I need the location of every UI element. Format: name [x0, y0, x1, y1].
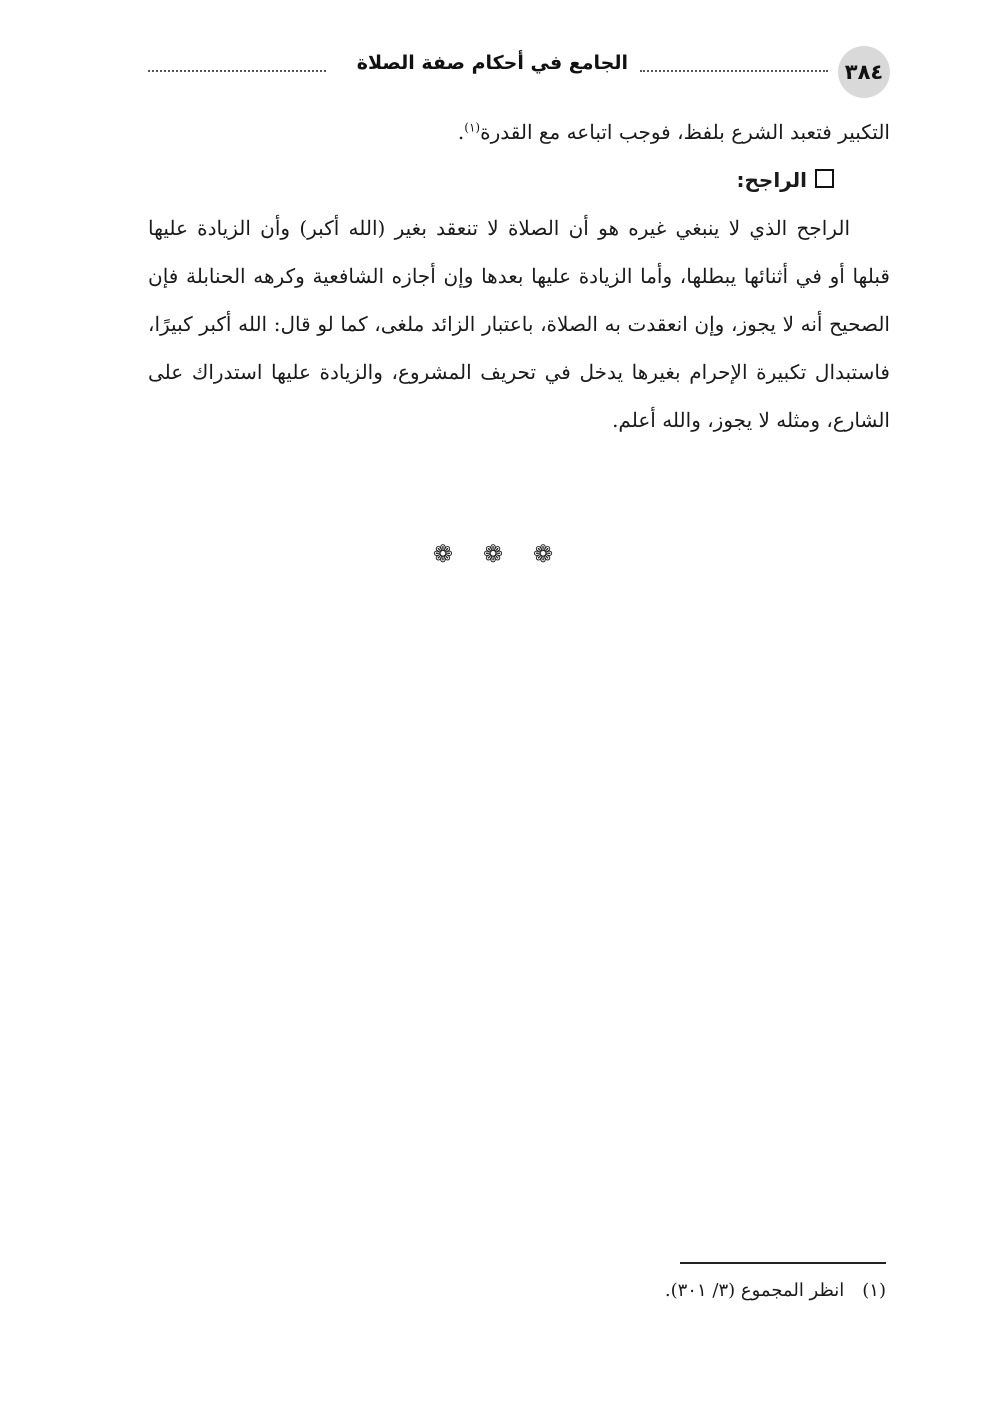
- page-header: [148, 44, 890, 96]
- checkbox-icon: [815, 169, 834, 188]
- flower-ornament-icon: ❁: [432, 540, 471, 568]
- flower-ornament-icon: ❁: [533, 540, 572, 568]
- opening-end: .: [457, 120, 465, 144]
- footnote-divider: [680, 1262, 886, 1264]
- running-title: الجامع في أحكام صفة الصلاة: [356, 52, 628, 74]
- header-dotted-rule-right: [640, 70, 828, 72]
- header-dotted-rule-left: [148, 70, 326, 72]
- main-text: [148, 108, 890, 444]
- body-paragraph: الراجح الذي لا ينبغي غيره هو أن الصلاة لا تنعقد بغير (الله أكبر) وأن الزيادة عليها قبلها أو في أثنائها يبطلها، وأما الزيادة عليها بعدها وإن أجازه الشافعية وكرهه الحنابلة فإن الصحيح أنه لا يجوز، وإن انعقدت به الصلاة، باعتبار الزائد ملغى، كما لو قال: الله أكبر كبيرًا، فاستبدال تكبيرة الإحرام بغيرها يدخل في تحريف المشروع، والزيادة عليها استدراك على الشارع، ومثله لا يجوز، والله أعلم.: [148, 216, 890, 432]
- footnote: [665, 1276, 886, 1306]
- footnote-number: (١): [862, 1280, 886, 1301]
- page-number: ٣٨٤: [838, 46, 890, 98]
- opening-line: [148, 108, 890, 156]
- flower-ornament-icon: ❁: [482, 540, 522, 568]
- opening-text: التكبير فتعبد الشرع بلفظ، فوجب اتباعه مع القدرة: [480, 120, 890, 144]
- footnote-reference: (١): [464, 120, 481, 135]
- section-heading: [148, 156, 890, 204]
- section-heading-label: الراجح:: [736, 168, 807, 192]
- footnote-text: انظر المجموع (٣/ ٣٠١).: [664, 1280, 845, 1301]
- section-separator: [0, 540, 1004, 568]
